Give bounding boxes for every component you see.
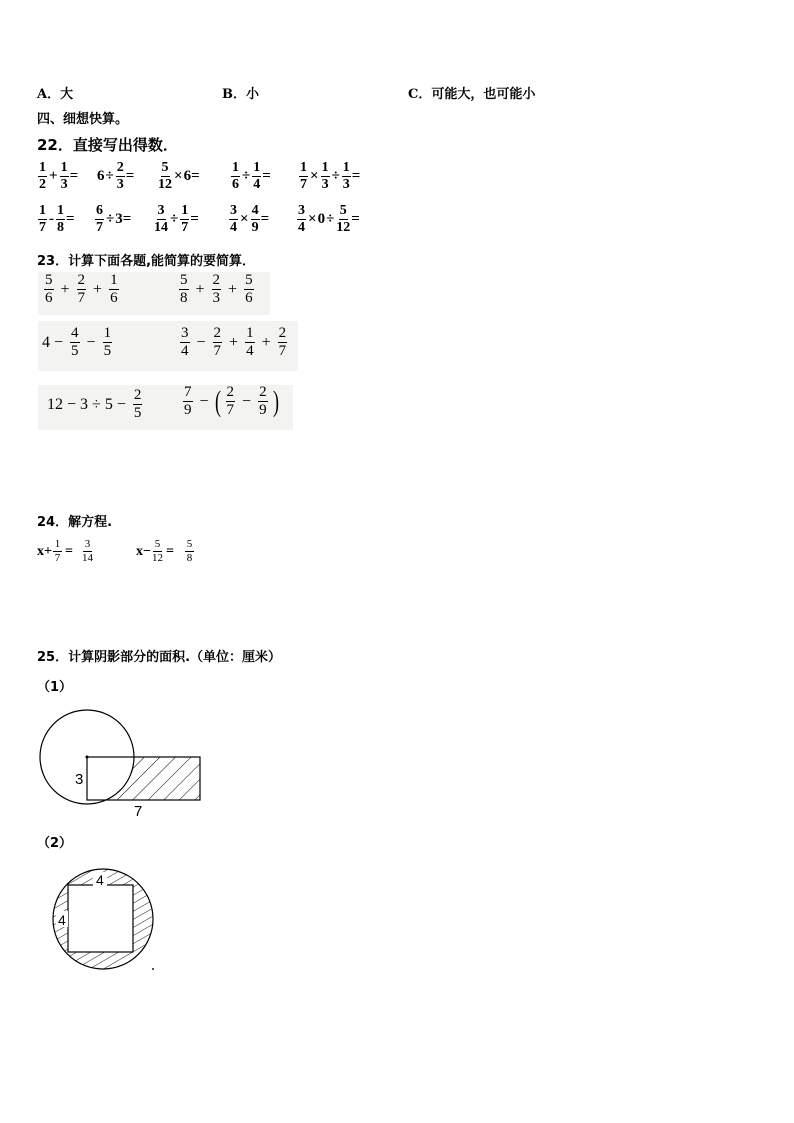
fraction: $\frac{3}{4}$ [298,203,305,235]
q24-equation-1: x + $\frac{1}{7}$ = $\frac{3}{14}$ [37,538,93,564]
fraction: $\frac{5}{6}$ [245,272,253,306]
square [68,885,133,952]
fraction: $\frac{6}{7}$ [96,203,103,235]
right-paren: ) [272,384,279,418]
q23-expr-b: $\frac{5}{8}$ + $\frac{2}{3}$ + $\frac{5}{6}$ [180,272,253,306]
fraction: $\frac{4}{5}$ [71,325,79,359]
fraction: $\frac{1}{4}$ [246,325,254,359]
q23-expr-a: $\frac{5}{6}$ + $\frac{2}{7}$ + $\frac{1}{6}$ [45,272,118,306]
fraction: $\frac{2}{3}$ [116,160,124,192]
fraction: $\frac{7}{9}$ [184,384,192,418]
q22-title: 22．直接写出得数． [37,136,178,154]
q25-part-2-label: （2） [37,836,73,851]
q22-r2-e4: $\frac{3}{4}$ × $\frac{4}{9}$ = [230,203,270,235]
fraction: $\frac{5}{8}$ [186,538,193,564]
fraction: $\frac{1}{7}$ [39,203,46,235]
circle-center [86,756,89,759]
fraction: $\frac{1}{7}$ [181,203,189,235]
width-label: 7 [134,803,143,820]
fraction: $\frac{2}{7}$ [226,384,235,418]
fraction: $\frac{1}{5}$ [103,325,112,359]
fraction: $\frac{1}{3}$ [321,160,329,192]
fraction: $\frac{1}{3}$ [342,160,350,192]
fraction: $\frac{5}{12}$ [336,203,351,235]
fraction: $\frac{3}{14}$ [154,203,168,235]
q22-r1-e5: $\frac{1}{7}$ × $\frac{1}{3}$ ÷ $\frac{1}{3}$ = [300,160,361,192]
fraction: $\frac{4}{9}$ [251,203,259,235]
q24-title: 24．解方程. [37,515,113,530]
fraction: $\frac{1}{2}$ [39,160,46,192]
fraction: $\frac{5}{8}$ [180,272,188,306]
section-4-heading: 四、细想快算。 [37,112,129,127]
fraction: $\frac{3}{4}$ [230,203,237,235]
q23-expr-d: $\frac{3}{4}$ − $\frac{2}{7}$ + $\frac{1}{4}$ + $\frac{2}{7}$ [181,325,287,359]
fraction: $\frac{2}{7}$ [213,325,222,359]
figure-1-circle-rectangle [30,700,220,825]
fraction: $\frac{3}{14}$ [81,538,93,564]
q25-part-1-label: （1） [37,680,73,695]
q25-title: 25．计算阴影部分的面积.（单位：厘米） [37,650,282,665]
height-label: 3 [75,771,84,788]
fraction: $\frac{2}{9}$ [259,384,267,418]
fraction: $\frac{1}{7}$ [54,538,61,564]
q22-r1-e2: 6 ÷ $\frac{2}{3}$ = [97,160,135,192]
option-c: C．可能大，也可能小 [408,87,536,102]
q23-expr-c: 4 − $\frac{4}{5}$ − $\frac{1}{5}$ [42,325,112,359]
fraction: $\frac{3}{4}$ [181,325,189,359]
option-a: A．大 [37,87,74,102]
q22-r1-e1: $\frac{1}{2}$ + $\frac{1}{3}$ = [39,160,79,192]
q22-r1-e4: $\frac{1}{6}$ ÷ $\frac{1}{4}$ = [232,160,271,192]
stray-dot [152,968,154,970]
fraction: $\frac{1}{6}$ [232,160,239,192]
fraction: $\frac{2}{3}$ [212,272,221,306]
left-paren: ( [214,384,221,418]
option-b: B．小 [222,87,259,102]
fraction: $\frac{2}{5}$ [133,387,142,421]
fraction: $\frac{2}{7}$ [278,325,287,359]
q22-r2-e2: $\frac{6}{7}$ ÷ 3 = [96,203,132,235]
fraction: $\frac{5}{12}$ [158,160,172,192]
fraction: $\frac{2}{7}$ [77,272,86,306]
top-label: 4 [96,872,104,888]
figure-2-square-in-circle [45,865,165,980]
fraction: $\frac{1}{8}$ [57,203,64,235]
q24-equation-2: x − $\frac{5}{12}$ = $\frac{5}{8}$ [136,538,193,564]
fraction: $\frac{1}{4}$ [253,160,261,192]
q22-r2-e5: $\frac{3}{4}$ × 0 ÷ $\frac{5}{12}$ = [298,203,360,235]
fraction: $\frac{1}{3}$ [60,160,68,192]
q23-title: 23．计算下面各题,能简算的要简算． [37,254,256,269]
left-label: 4 [58,912,66,928]
q22-r2-e1: $\frac{1}{7}$ - $\frac{1}{8}$ = [39,203,75,235]
q23-expr-e: 12 − 3 ÷ 5 − $\frac{2}{5}$ [47,387,142,421]
q22-r2-e3: $\frac{3}{14}$ ÷ $\frac{1}{7}$ = [154,203,199,235]
q22-r1-e3: $\frac{5}{12}$ × 6 = [158,160,200,192]
fraction: $\frac{1}{7}$ [300,160,307,192]
fraction: $\frac{5}{12}$ [151,538,163,564]
fraction: $\frac{1}{6}$ [110,272,118,306]
q23-expr-f: $\frac{7}{9}$ − ( $\frac{2}{7}$ − $\frac{2}{9}$ ) [184,384,279,418]
fraction: $\frac{5}{6}$ [45,272,53,306]
